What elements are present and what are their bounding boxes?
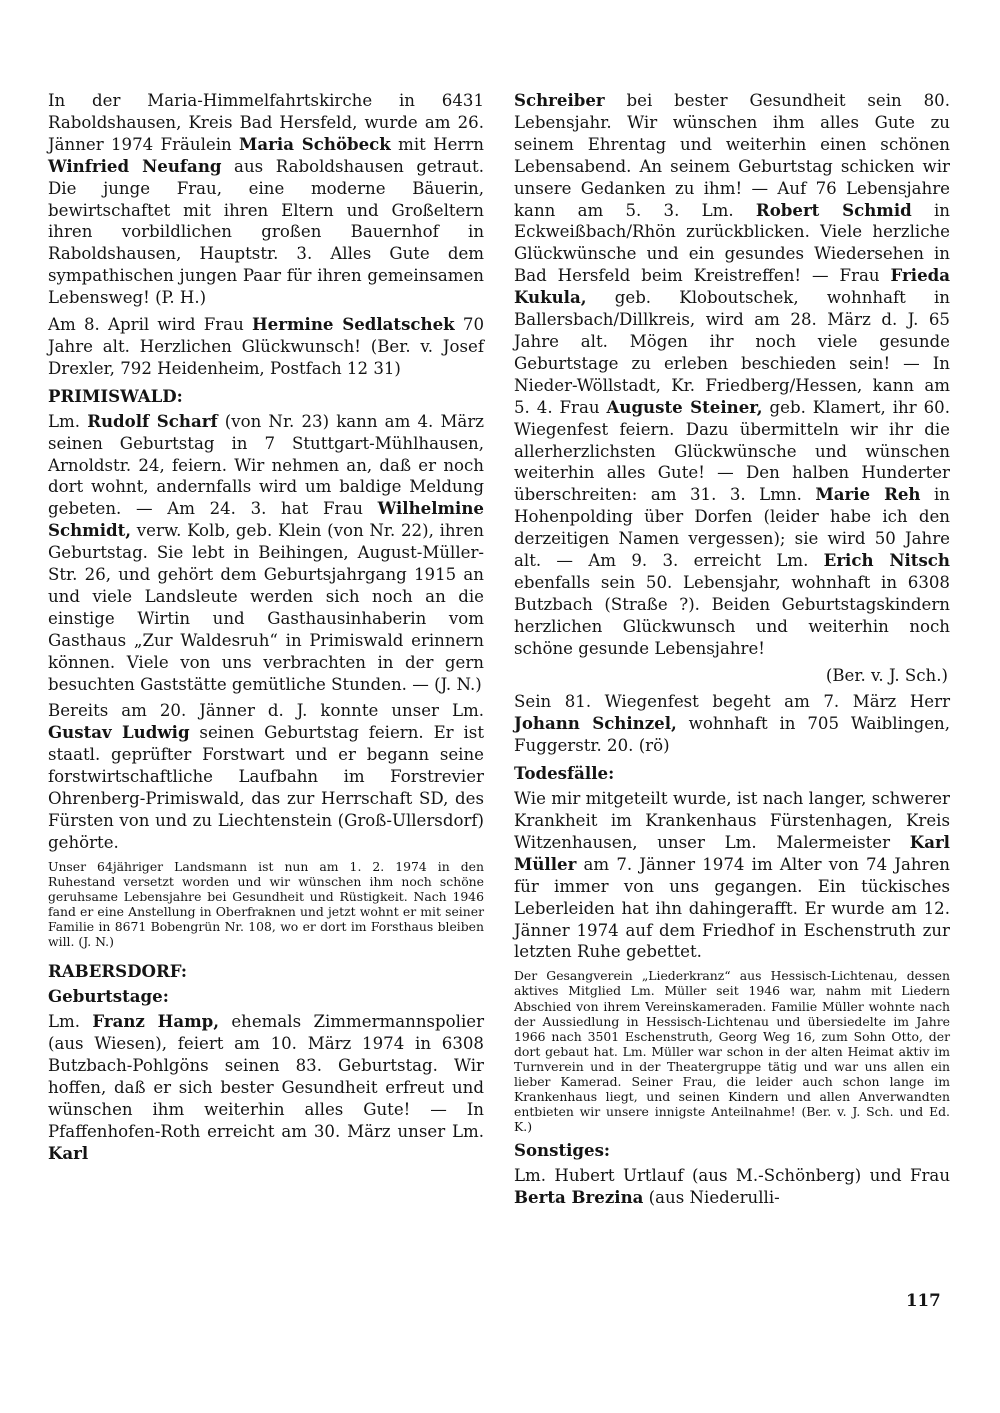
paragraph-sonstiges: Lm. Hubert Urtlauf (aus M.-Schönberg) und Frau Berta Brezina (aus Niederulli- <box>514 1166 950 1208</box>
paragraph-rabersdorf-birthdays-continued: Schreiber bei bester Gesundheit sein 80. Lebensjahr. Wir wünschen ihm alles Gute zu seinem Ehrentag und weiterhin einen schönen Lebensabend. An seinem Geburtstag schicken wir unsere Gedanken zu ihm! — Auf 76 Lebensjahre kann am 5. 3. Lm. Robert Schmid in Eckweißbach/Rhön zurückblicken. Viele herzliche Glückwünsche und ein gesundes Wiedersehen in Bad Hersfeld beim Kreistreffen! — Frau Frieda Kukula, geb. Kloboutschek, wohnhaft in Ballersbach/Dillkreis, wird am 28. März d. J. 65 Jahre alt. Mögen ihr noch viele gesunde Geburtstage zu erleben beschieden sein! — In Nieder-Wöllstadt, Kr. Friedberg/Hessen, kann am 5. 4. Frau Auguste Steiner, geb. Klamert, ihr 60. Wiegenfest feiern. Dazu übermitteln wir ihr die allerherzlichsten Glückwünsche und wünschen weiterhin alles Gute! — Den halben Hunderter überschreiten: am 31. 3. Lmn. Marie Reh in Hohenpolding über Dorfen (leider habe ich den derzeitigen Namen vergessen); sie wird 50 Jahre alt. — Am 9. 3. erreicht Lm. Erich Nitsch ebenfalls sein 50. Lebensjahr, wohnhaft in 6308 Butzbach (Straße ?). Beiden Geburtstagskindern herzlichen Glückwunsch und weiterhin noch schöne gesunde Lebensjahre! <box>514 90 951 658</box>
paragraph-sedlatschek-birthday: Am 8. April wird Frau Hermine Sedlatschek 70 Jahre alt. Herzlichen Glückwunsch! (Ber. v. Josef Drexler, 792 Heidenheim, Postfach 12 31) <box>48 314 484 378</box>
page-number: 117 <box>906 1290 941 1310</box>
attribution-line: (Ber. v. J. Sch.) <box>825 665 948 685</box>
paragraph-rabersdorf-birthdays: Lm. Franz Hamp, ehemals Zimmermannspolier (aus Wiesen), feiert am 10. März 1974 in 6308 Butzbach-Pohlgöns seinen 83. Geburtstag. Wir hoffen, daß er sich bester Gesundheit erfreut und wünschen ihm weiterhin alles Gute! — In Pfaffenhofen-Roth erreicht am 30. März unser Lm. Karl <box>48 1011 485 1163</box>
paragraph-mueller-obituary: Wie mir mitgeteilt wurde, ist nach langer, schwerer Krankheit im Krankenhaus Fürstenhagen, Kreis Witzenhausen, unser Lm. Malermeister Karl Müller am 7. Jänner 1974 im Alter von 74 Jahren für immer von uns gegangen. Ein tückisches Leberleiden hat ihn dahingerafft. Er wurde am 12. Jänner 1974 auf dem Friedhof in Eschenstruth zur letzten Ruhe gebettet. <box>514 789 950 962</box>
subheading-sonstiges: Sonstiges: <box>514 1140 611 1161</box>
section-heading-rabersdorf: RABERSDORF: <box>48 961 188 982</box>
right-column <box>514 90 950 1214</box>
small-print-mueller-obituary: Der Gesangverein „Liederkranz“ aus Hessisch-Lichtenau, dessen aktives Mitglied Lm. Müller seit 1946 war, nahm mit Liedern Abschied von ihrem Vereinskameraden. Familie Müller wohnte nach der Aussiedlung in Hessisch-Lichtenau und übersiedelte im Jahre 1966 nach 3501 Eschenstruth, Georg Weg 16, zum Sohn Otto, der dort gebaut hat. Lm. Müller war schon in der alten Heimat aktiv im Turnverein und in der Theatergruppe tätig und war uns allen ein lieber Kamerad. Seiner Frau, die leider auch schon lange im Krankenhaus liegt, und seinen Kindern und allen Anverwandten entbieten wir unsere innigste Anteilnahme! (Ber. v. J. Sch. und Ed. K.) <box>514 968 950 1135</box>
left-column <box>48 90 484 1170</box>
paragraph-ludwig-birthday: Bereits am 20. Jänner d. J. konnte unser Lm. Gustav Ludwig seinen Geburtstag feiern. Er ist staatl. geprüfter Forstwart und er begann seine forstwirtschaftliche Laufbahn im Forstrevier Ohrenberg-Primiswald, das zur Herrschaft SD, des Fürsten von und zu Liechtenstein (Groß-Ullersdorf) gehörte. <box>48 701 484 852</box>
paragraph-schinzel-birthday: Sein 81. Wiegenfest begeht am 7. März Herr Johann Schinzel, wohnhaft in 705 Waiblingen, Fuggerstr. 20. (rö) <box>514 692 950 756</box>
paragraph-primiswald-birthdays: Lm. Rudolf Scharf (von Nr. 23) kann am 4. März seinen Geburtstag in 7 Stuttgart-Mühlhausen, Arnoldstr. 24, feiern. Wir nehmen an, daß er noch dort wohnt, andernfalls wird um baldige Meldung gebeten. — Am 24. 3. hat Frau Wilhelmine Schmidt, verw. Kolb, geb. Klein (von Nr. 22), ihren Geburtstag. Sie lebt in Beihingen, August-Müller-Str. 26, und gehört dem Geburtsjahrgang 1915 an und viele Landsleute werden sich noch an die einstige Wirtin und Gasthausinhaberin vom Gasthaus „Zur Waldesruh“ in Primiswald erinnern können. Viele von uns verbrachten in der gern besuchten Gaststätte gemütliche Stunden. — (J. N.) <box>48 410 484 694</box>
section-heading-primiswald: PRIMISWALD: <box>48 385 183 406</box>
subheading-todesfaelle: Todesfälle: <box>514 763 615 784</box>
small-print-ludwig-retirement: Unser 64jähriger Landsmann ist nun am 1. 2. 1974 in den Ruhestand versetzt worden und wir wünschen ihm noch schöne geruhsame Lebensjahre bei Gesundheit und Rüstigkeit. Nach 1946 fand er eine Anstellung in Oberfraknen und jetzt wohnt er mit seiner Familie in 8671 Bobengrün Nr. 108, wo er dort im Forsthaus bleiben will. (J. N.) <box>48 858 484 950</box>
paragraph-raboldshausen-wedding: In der Maria-Himmelfahrtskirche in 6431 Raboldshausen, Kreis Bad Hersfeld, wurde am 26. Jänner 1974 Fräulein Maria Schöbeck mit Herrn Winfried Neufang aus Raboldshausen getraut. Die junge Frau, eine moderne Bäuerin, bewirtschaftet mit ihren Eltern und Großeltern ihren vorbildlichen großen Bauernhof in Raboldshausen, Hauptstr. 3. Alles Gute dem sympathischen jungen Paar für ihren gemeinsamen Lebensweg! (P. H.) <box>48 91 484 308</box>
subheading-geburtstage: Geburtstage: <box>48 986 169 1007</box>
